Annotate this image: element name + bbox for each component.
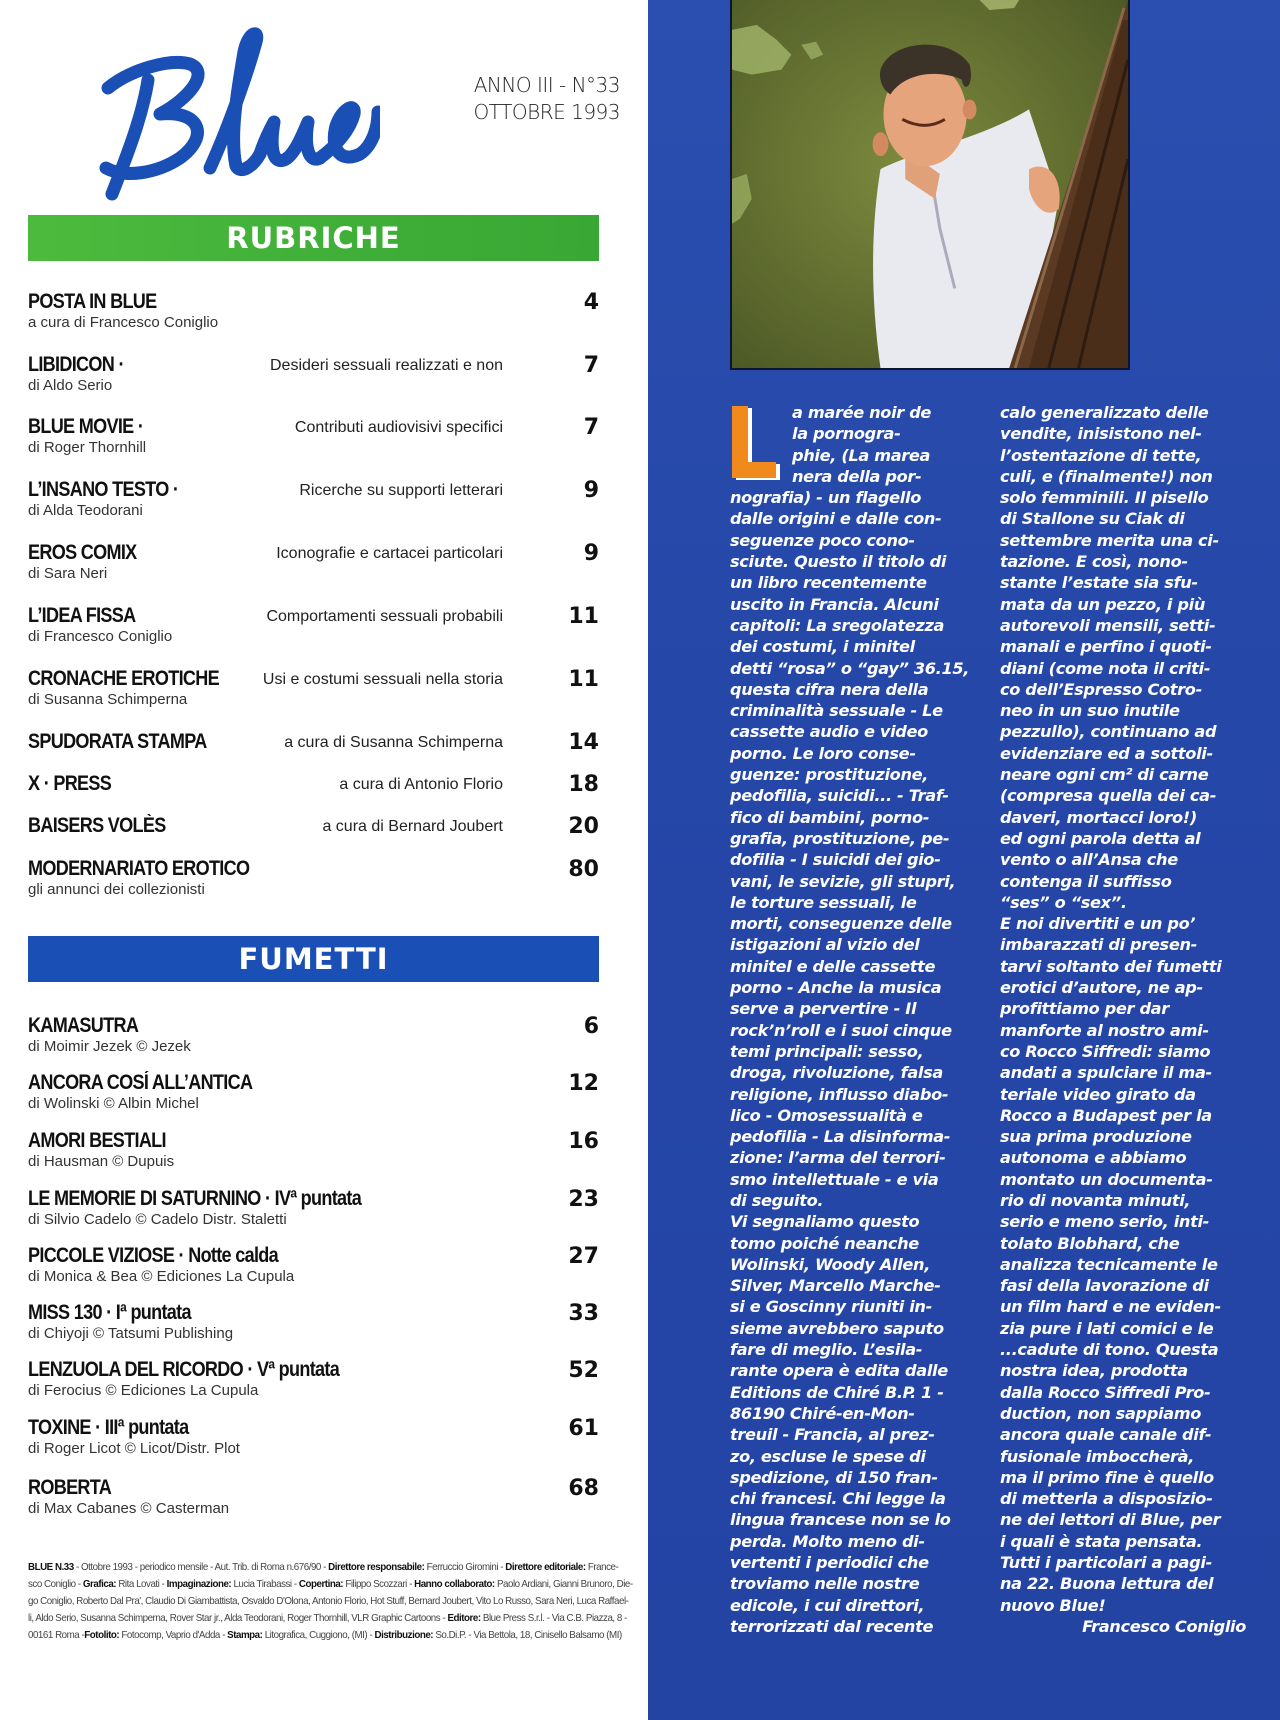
fumetto-title: TOXINE · IIIª puntata (28, 1416, 189, 1439)
editorial-line: rio di novanta minuti, (1000, 1190, 1191, 1210)
credits-label: Distribuzione: (374, 1629, 434, 1641)
fumetto-credits: di Monica & Bea © Ediciones La Cupula (28, 1268, 295, 1285)
credits-label: Fotolito: (84, 1629, 120, 1641)
editorial-line: tazione. E così, nono- (1000, 552, 1188, 572)
fumetto-entry[interactable] (28, 1358, 599, 1400)
editorial-line: duction, non sappiamo (1000, 1403, 1202, 1423)
editorial-line: religione, influsso diabo- (730, 1084, 949, 1104)
credits-text: Fotocomp, Vaprio d'Adda - (119, 1629, 228, 1641)
editorial-line: di seguito. (730, 1190, 824, 1210)
editorial-line: Tutti i particolari a pagi- (1000, 1553, 1212, 1573)
editorial-line: guenze: prostituzione, (730, 765, 929, 785)
rubrica-description: Iconografie e cartacei particolari (276, 545, 503, 562)
editorial-line: pedofilia - La disinforma- (730, 1127, 951, 1147)
editorial-line: neare ogni cm² di carne (1000, 765, 1209, 785)
editorial-line: fasi della lavorazione di (1000, 1276, 1209, 1296)
credits-text: Blue Press S.r.l. - Via C.B. Piazza, 8 - (480, 1612, 627, 1624)
editorial-line: lico - Omosessualità e (730, 1105, 923, 1125)
editorial-line: capitoli: La sregolatezza (730, 615, 945, 635)
editorial-line: sua prima produzione (1000, 1127, 1192, 1147)
credits-label: Hanno collaborato: (414, 1578, 495, 1590)
editorial-line: ma il primo fine è quello (1000, 1467, 1214, 1487)
rubrica-title: BLUE MOVIE · (28, 415, 144, 438)
editorial-line: (compresa quella dei ca- (1000, 786, 1217, 806)
editorial-line: tomo poiché neanche (730, 1233, 919, 1253)
page-number: 4 (583, 290, 599, 315)
rubrica-entry[interactable] (28, 541, 599, 583)
editorial-line: tarvi soltanto dei fumetti (1000, 956, 1222, 976)
editorial-line: analizza tecnicamente le (1000, 1254, 1218, 1274)
editorial-column-1 (730, 402, 1000, 1637)
editorial-line: morti, conseguenze delle (730, 914, 952, 934)
editorial-line: mata da un pezzo, i più (1000, 594, 1206, 614)
page-number: 12 (568, 1071, 599, 1096)
credits-text: sco Coniglio - (28, 1578, 83, 1590)
editorial-line: serio e meno serio, inti- (1000, 1212, 1210, 1232)
rubrica-title: LIBIDICON · (28, 353, 124, 376)
editorial-line: “ses” o “sex”. (1000, 892, 1127, 912)
editorial-line: erotici d’autore, ne ap- (1000, 978, 1203, 998)
blue-logo-script-icon (60, 18, 380, 208)
editorial-line: sieme avrebbero saputo (730, 1318, 944, 1338)
rubrica-author: di Alda Teodorani (28, 502, 143, 519)
editorial-line: sciute. Questo il titolo di (730, 552, 947, 572)
editorial-line: zo, escluse le spese di (730, 1446, 926, 1466)
credits-line (28, 1627, 622, 1644)
editorial-line: zia pure i lati comici e le (1000, 1318, 1214, 1338)
editorial-line: daveri, mortacci loro!) (1000, 807, 1197, 827)
editorial-line: troviamo nelle nostre (730, 1574, 920, 1594)
editorial-line: dalle origini e dalle con- (730, 509, 942, 529)
editorial-line: le torture sessuali, le (730, 892, 917, 912)
editorial-line: neo in un suo inutile (1000, 701, 1180, 721)
fumetto-title: AMORI BESTIALI (28, 1129, 166, 1152)
rubrica-title: X · PRESS (28, 772, 112, 795)
editorial-line: criminalità sessuale - Le (730, 701, 943, 721)
rubrica-title: SPUDORATA STAMPA (28, 730, 207, 753)
page-number: 23 (568, 1187, 599, 1212)
rubrica-entry[interactable] (28, 415, 599, 457)
comic-illustration (730, 0, 1130, 370)
rubrica-entry[interactable] (28, 772, 599, 796)
editorial-line: autorevoli mensili, setti- (1000, 615, 1216, 635)
editorial-line: diani (come nota il criti- (1000, 658, 1211, 678)
rubrica-author: di Francesco Coniglio (28, 628, 173, 645)
credits-text: li, Aldo Serio, Susanna Schimperna, Rover Star jr., Alda Teodorani, Roger Thornhill, VLR Graphic Cartoons - (28, 1612, 448, 1624)
fumetto-entry[interactable] (28, 1014, 599, 1056)
editorial-line: stante l’estate sia sfu- (1000, 573, 1198, 593)
editorial-line: seguenze poco cono- (730, 530, 915, 550)
rubriche-heading: RUBRICHE (226, 221, 401, 255)
editorial-line: nografia) - un flagello (730, 488, 921, 508)
editorial-line: istigazioni al vizio del (730, 935, 920, 955)
editorial-line: rock’n’roll e i suoi cinque (730, 1020, 952, 1040)
credits-text: Litografica, Cuggiono, (MI) - (262, 1629, 375, 1641)
fumetto-credits: di Moimir Jezek © Jezek (28, 1038, 191, 1055)
rubrica-entry[interactable] (28, 730, 599, 754)
fumetto-credits: di Ferocius © Ediciones La Cupula (28, 1382, 259, 1399)
rubrica-entry[interactable] (28, 814, 599, 838)
editorial-line: un libro recentemente (730, 573, 927, 593)
credits-label: Stampa: (227, 1629, 263, 1641)
editorial-line: l’ostentazione di tette, (1000, 445, 1202, 465)
editorial-line: E noi divertiti e un po’ (1000, 914, 1196, 934)
masthead-credits (28, 1559, 633, 1644)
credits-text: Filippo Scozzari - (343, 1578, 415, 1590)
editorial-line: grafia, prostituzione, pe- (730, 828, 950, 848)
editorial-line: porno. Le loro conse- (730, 743, 916, 763)
page-number: 7 (583, 415, 599, 440)
rubrica-author: di Roger Thornhill (28, 439, 147, 456)
credits-line (28, 1559, 619, 1576)
page-number: 7 (583, 353, 599, 378)
editorial-line: edicole, i cui direttori, (730, 1595, 925, 1615)
editorial-line: perda. Molto meno di- (730, 1531, 925, 1551)
blue-logo (60, 18, 380, 208)
rubrica-description: Desideri sessuali realizzati e non (270, 357, 503, 374)
credits-text: 00161 Roma - (28, 1629, 85, 1641)
editorial-line: nera della por- (792, 466, 922, 486)
editorial-line: nuovo Blue! (1000, 1595, 1106, 1615)
rubrica-description: Comportamenti sessuali probabili (266, 608, 503, 625)
page-number: 6 (583, 1014, 599, 1039)
rubrica-title: BAISERS VOLÈS (28, 814, 166, 837)
rubrica-title: MODERNARIATO EROTICO (28, 857, 250, 880)
editorial-line: dei costumi, i minitel (730, 637, 915, 657)
fumetto-credits: di Roger Licot © Licot/Distr. Plot (28, 1440, 240, 1457)
editorial-line: zione: l’arma del terrori- (730, 1148, 946, 1168)
editorial-line: Vi segnaliamo questo (730, 1212, 920, 1232)
rubrica-description: a cura di Antonio Florio (339, 776, 503, 793)
page-number: 27 (568, 1244, 599, 1269)
rubrica-title: EROS COMIX (28, 541, 137, 564)
fumetti-heading: FUMETTI (238, 942, 389, 976)
editorial-line: manforte al nostro ami- (1000, 1020, 1209, 1040)
editorial-line: i quali è stata pensata. (1000, 1531, 1203, 1551)
fumetto-title: ANCORA COSÍ ALL’ANTICA (28, 1071, 253, 1094)
fumetto-credits: di Silvio Cadelo © Cadelo Distr. Staletti (28, 1211, 287, 1228)
editorial-line: autonoma e abbiamo (1000, 1148, 1187, 1168)
rubrica-title: L’IDEA FISSA (28, 604, 136, 627)
rubrica-author: gli annunci dei collezionisti (28, 881, 205, 898)
credits-text: So.Di.P. - Via Bettola, 18, Cinisello Balsamo (MI) (433, 1629, 622, 1641)
editorial-line: solo femminili. Il pisello (1000, 488, 1209, 508)
page-number: 33 (568, 1301, 599, 1326)
fumetto-entry[interactable] (28, 1244, 599, 1286)
editorial-line: na 22. Buona lettura del (1000, 1574, 1214, 1594)
rubrica-description: a cura di Bernard Joubert (322, 818, 503, 835)
editorial-line: ...cadute di tono. Questa (1000, 1340, 1219, 1360)
rubrica-entry[interactable] (28, 353, 599, 395)
rubrica-entry[interactable] (28, 604, 599, 646)
credits-line (28, 1576, 633, 1593)
editorial-line: vento o all’Ansa che (1000, 850, 1178, 870)
fumetti-heading-band (28, 936, 599, 982)
boy-on-ladder-illustration-icon (732, 0, 1128, 368)
page-number: 20 (568, 814, 599, 839)
page-number: 14 (568, 730, 599, 755)
rubrica-entry[interactable] (28, 478, 599, 520)
editorial-line: treuil - Francia, al prez- (730, 1425, 935, 1445)
editorial-column-2 (1000, 402, 1270, 1637)
editorial-line: dofilia - I suicidi dei gio- (730, 850, 941, 870)
editorial-line: imbarazzati di presen- (1000, 935, 1197, 955)
credits-label: Direttore responsabile: (328, 1561, 425, 1573)
editorial-line: questa cifra nera della (730, 679, 929, 699)
editorial-line: vani, le sevizie, gli stupri, (730, 871, 956, 891)
editorial-line: fusionale imboccherà, (1000, 1446, 1195, 1466)
editorial-line: chi francesi. Chi legge la (730, 1489, 946, 1509)
editorial-line: 86190 Chiré-en-Mon- (730, 1403, 915, 1423)
editorial-line: Rocco a Budapest per la (1000, 1105, 1212, 1125)
rubrica-description: Contributi audiovisivi specifici (294, 419, 503, 436)
editorial-line: ancora quale canale dif- (1000, 1425, 1212, 1445)
page-number: 61 (568, 1416, 599, 1441)
editorial-line: porno - Anche la musica (730, 978, 942, 998)
editorial-line: Wolinski, Woody Allen, (730, 1254, 931, 1274)
editorial-line: andati a spulciare il ma- (1000, 1063, 1212, 1083)
page-number: 16 (568, 1129, 599, 1154)
editorial-line: calo generalizzato delle (1000, 403, 1209, 422)
credits-label: Editore: (447, 1612, 481, 1624)
editorial-line: dalla Rocco Siffredi Pro- (1000, 1382, 1211, 1402)
editorial-line: serve a pervertire - Il (730, 999, 917, 1019)
editorial-line: tolato Blobhard, che (1000, 1233, 1180, 1253)
page-number: 18 (568, 772, 599, 797)
editorial-line: manali e perfino i quoti- (1000, 637, 1212, 657)
rubrica-author: di Susanna Schimperna (28, 691, 188, 708)
fumetto-title: ROBERTA (28, 1476, 112, 1499)
editorial-line: rante opera è edita dalle (730, 1361, 948, 1381)
editorial-line: settembre merita una ci- (1000, 530, 1219, 550)
fumetto-title: LE MEMORIE DI SATURNINO · IVª puntata (28, 1187, 362, 1210)
editorial-line: detti “rosa” o “gay” 36.15, (730, 658, 970, 678)
editorial-line: di metterla a disposizio- (1000, 1489, 1213, 1509)
editorial-line: un film hard e ne eviden- (1000, 1297, 1221, 1317)
editorial-line: si e Goscinny riuniti in- (730, 1297, 932, 1317)
rubrica-description: Usi e costumi sessuali nella storia (262, 671, 503, 688)
credits-label: Grafica: (82, 1578, 117, 1590)
fumetto-entry[interactable] (28, 1129, 599, 1171)
rubrica-entry[interactable] (28, 290, 599, 332)
credits-label: Copertina: (298, 1578, 344, 1590)
credits-text: France- (585, 1561, 619, 1573)
fumetto-credits: di Chiyoji © Tatsumi Publishing (28, 1325, 234, 1342)
editorial-line: terrorizzati dal recente (730, 1616, 934, 1636)
rubrica-description: Ricerche su supporti letterari (299, 482, 503, 499)
editorial-line: di Stallone su Ciak di (1000, 509, 1185, 529)
credits-label: Direttore editoriale: (505, 1561, 586, 1573)
editorial-line: a marée noir de (792, 403, 932, 422)
editorial-line: Silver, Marcello Marche- (730, 1276, 941, 1296)
fumetto-entry[interactable] (28, 1416, 599, 1458)
editorial-line: evidenziare ed a sottoli- (1000, 743, 1213, 763)
editorial-line: fico di bambini, porno- (730, 807, 930, 827)
rubrica-title: POSTA IN BLUE (28, 290, 157, 313)
credits-line (28, 1593, 629, 1610)
page-number: 52 (568, 1358, 599, 1383)
credits-label: Impaginazione: (166, 1578, 232, 1590)
page-number: 80 (568, 857, 599, 882)
fumetto-entry[interactable] (28, 1071, 599, 1113)
editorial-line: fare di meglio. L’esila- (730, 1340, 923, 1360)
editorial-line: teriale video girato da (1000, 1084, 1196, 1104)
fumetto-entry[interactable] (28, 1301, 599, 1343)
issue-date: OTTOBRE 1993 (473, 100, 620, 124)
page-number: 68 (568, 1476, 599, 1501)
rubrica-entry[interactable] (28, 857, 599, 899)
credits-text: Rita Lovati - (116, 1578, 167, 1590)
editorial-line: minitel e delle cassette (730, 956, 936, 976)
fumetto-title: MISS 130 · Iª puntata (28, 1301, 191, 1324)
fumetto-credits: di Hausman © Dupuis (28, 1153, 175, 1170)
editorial-line: temi principali: sesso, (730, 1041, 924, 1061)
editorial-line: spedizione, di 150 fran- (730, 1467, 938, 1487)
rubrica-author: di Aldo Serio (28, 377, 113, 394)
fumetto-entry[interactable] (28, 1476, 599, 1518)
credits-text: - Ottobre 1993 - periodico mensile - Aut. Trib. di Roma n.676/90 - (73, 1561, 329, 1573)
editorial-line: vendite, inisistono nel- (1000, 424, 1202, 444)
credits-text: Lucia Tirabassi - (231, 1578, 299, 1590)
editorial-line: uscito in Francia. Alcuni (730, 594, 939, 614)
fumetto-credits: di Max Cabanes © Casterman (28, 1500, 230, 1517)
page-number: 9 (583, 478, 599, 503)
editorial-line: pezzullo), continuano ad (1000, 722, 1217, 742)
page-number: 11 (568, 604, 599, 629)
editorial-line: ne dei lettori di Blue, per (1000, 1510, 1221, 1530)
editorial-line: profittiamo per dar (1000, 999, 1169, 1019)
editorial-line: contenga il suffisso (1000, 871, 1172, 891)
rubrica-title: L’INSANO TESTO · (28, 478, 179, 501)
issue-info (420, 72, 620, 126)
rubrica-title: CRONACHE EROTICHE (28, 667, 219, 690)
credits-text: go Coniglio, Roberto Dal Pra', Claudio Di Giambattista, Osvaldo D'Olona, Antonio Florio, Hot Stuff, Bernard Joubert, Vito Lo Russo, Sara Neri, Luca Raffael- (28, 1595, 629, 1607)
editorial-line: smo intellettuale - e via (730, 1169, 939, 1189)
editorial-line: droga, rivoluzione, falsa (730, 1063, 943, 1083)
rubrica-author: di Sara Neri (28, 565, 108, 582)
page-number: 11 (568, 667, 599, 692)
rubrica-description: a cura di Susanna Schimperna (284, 734, 503, 751)
editorial-signature: Francesco Coniglio (1082, 1616, 1246, 1636)
editorial-panel (648, 0, 1280, 1720)
editorial-line: montato un documenta- (1000, 1169, 1213, 1189)
editorial-line: vertenti i periodici che (730, 1553, 929, 1573)
credits-text: Ferruccio Giromini - (424, 1561, 506, 1573)
editorial-line: nostra idea, prodotta (1000, 1361, 1188, 1381)
rubrica-author: a cura di Francesco Coniglio (28, 314, 219, 331)
editorial-line: cassette audio e video (730, 722, 928, 742)
editorial-line: Editions de Chiré B.P. 1 - (730, 1382, 944, 1402)
editorial-line: pedofilia, suicidi... - Traf- (730, 786, 949, 806)
editorial-line: la pornogra- (792, 424, 901, 444)
editorial-line: culi, e (finalmente!) non (1000, 466, 1213, 486)
rubriche-heading-band (28, 215, 599, 261)
credits-line (28, 1610, 627, 1627)
fumetto-title: KAMASUTRA (28, 1014, 139, 1037)
credits-label: BLUE N.33 (28, 1561, 74, 1573)
credits-text: Paolo Ardiani, Gianni Brunoro, Die- (494, 1578, 633, 1590)
rubrica-entry[interactable] (28, 667, 599, 709)
editorial-line: lingua francese non se lo (730, 1510, 951, 1530)
fumetto-entry[interactable] (28, 1187, 599, 1229)
fumetto-credits: di Wolinski © Albin Michel (28, 1095, 199, 1112)
fumetto-title: LENZUOLA DEL RICORDO · Vª puntata (28, 1358, 340, 1381)
editorial-line: co Rocco Siffredi: siamo (1000, 1041, 1211, 1061)
fumetto-title: PICCOLE VIZIOSE · Notte calda (28, 1244, 278, 1267)
issue-number: ANNO III - N°33 (473, 73, 620, 97)
editorial-line: co dell’Espresso Cotro- (1000, 679, 1202, 699)
editorial-line: ed ogni parola detta al (1000, 828, 1201, 848)
page-number: 9 (583, 541, 599, 566)
editorial-line: phie, (La marea (792, 445, 931, 465)
